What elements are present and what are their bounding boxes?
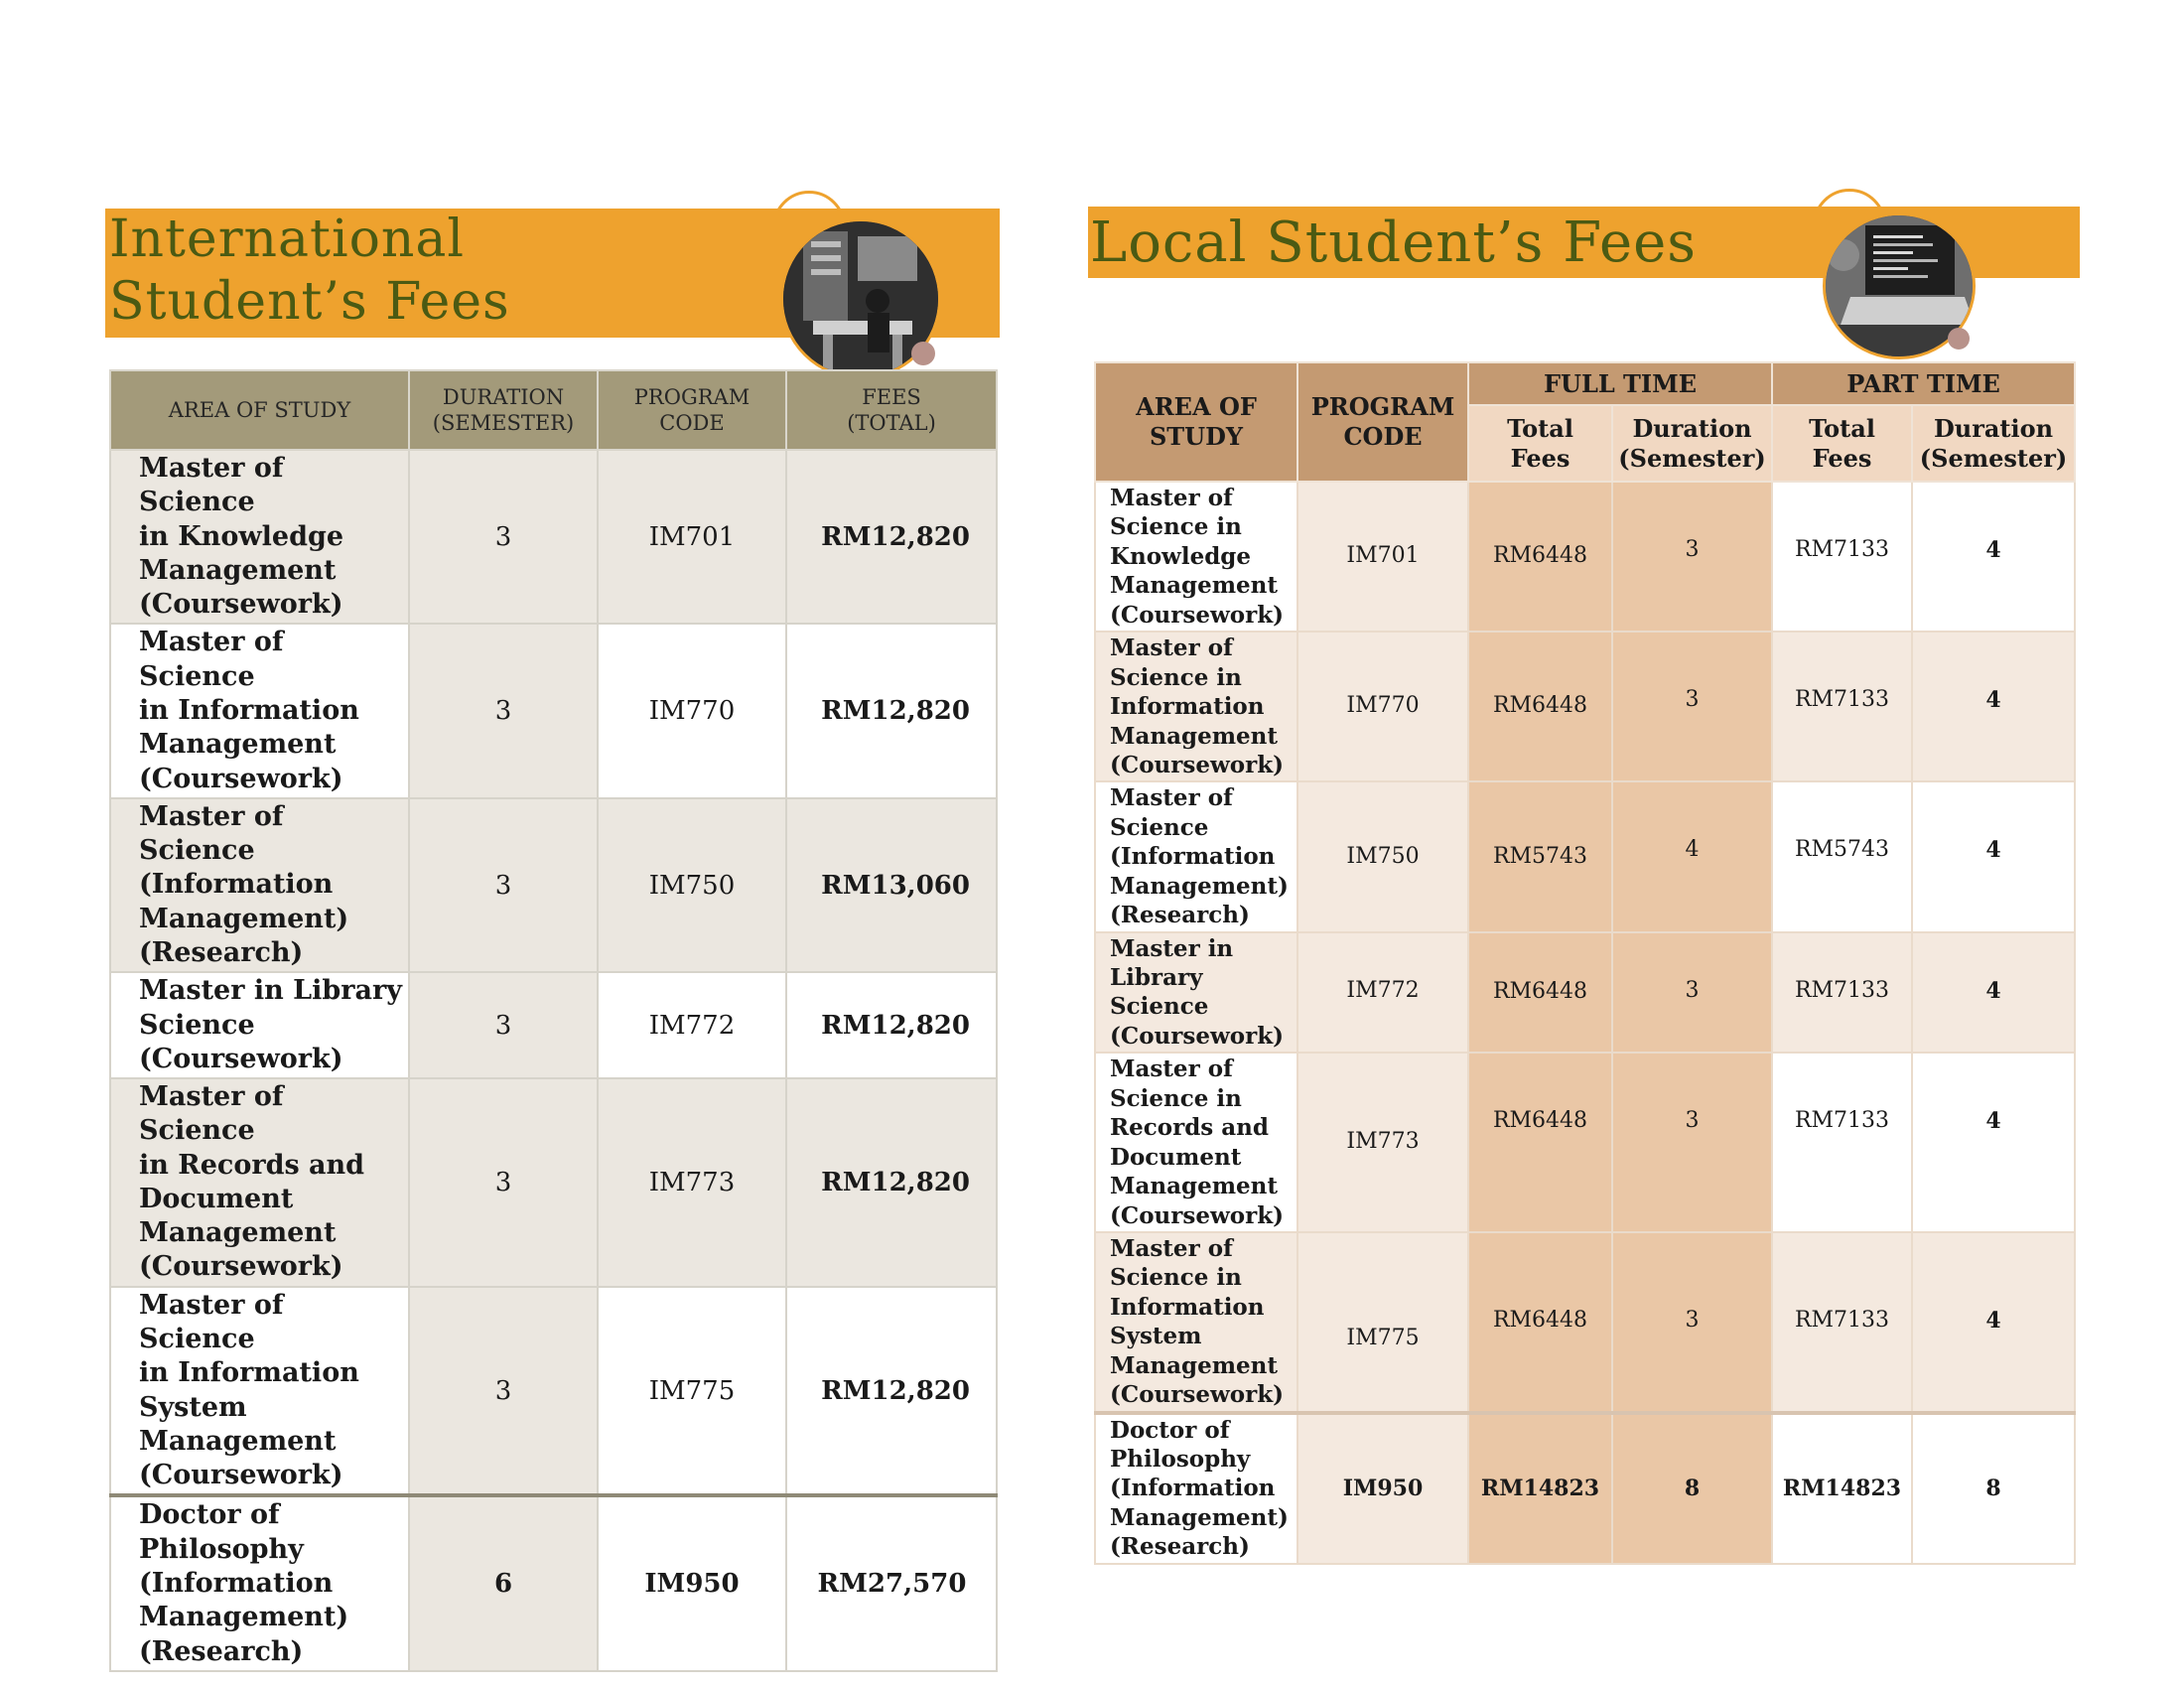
area-line: (Research) xyxy=(139,936,304,968)
duration-cell: 6 xyxy=(409,1495,598,1670)
area-of-study-cell xyxy=(1095,1053,1297,1232)
header-code-line2: CODE xyxy=(1343,422,1423,451)
header-line: Fees xyxy=(1510,443,1570,473)
area-of-study-cell xyxy=(110,798,409,972)
area-line: Management xyxy=(1110,1351,1279,1379)
area-of-study-cell xyxy=(1095,482,1297,632)
area-line: (Information xyxy=(1110,843,1276,871)
header-code-line1: PROGRAM xyxy=(633,384,751,409)
pt-fees-cell: RM7133 xyxy=(1772,1232,1912,1413)
program-code-cell: IM773 xyxy=(1297,1053,1468,1232)
ft-duration-cell: 3 xyxy=(1612,932,1772,1054)
header-line: Total xyxy=(1809,413,1875,443)
header-pt-total-fees xyxy=(1772,405,1912,482)
pt-fees-cell: RM7133 xyxy=(1772,482,1912,632)
area-line: (Research) xyxy=(1110,1533,1250,1561)
area-of-study-cell xyxy=(110,450,409,624)
ft-fees-cell: RM6448 xyxy=(1468,632,1612,781)
program-code-cell: IM701 xyxy=(598,450,786,624)
area-line: Information xyxy=(1110,1293,1265,1321)
area-line: (Coursework) xyxy=(1110,751,1285,778)
pt-duration-cell: 4 xyxy=(1912,632,2075,781)
area-of-study-cell xyxy=(110,624,409,797)
table-row xyxy=(110,624,997,797)
international-title-line1: International xyxy=(109,210,466,269)
area-line: Master of Science xyxy=(139,453,284,518)
header-code-line2: CODE xyxy=(659,411,725,435)
area-of-study-cell xyxy=(1095,932,1297,1054)
program-code-cell: IM750 xyxy=(598,798,786,972)
area-line: Management xyxy=(139,1425,337,1457)
program-code-cell: IM750 xyxy=(1297,781,1468,931)
area-line: in Knowledge xyxy=(139,520,344,552)
header-duration xyxy=(409,370,598,450)
program-code-cell: IM773 xyxy=(598,1078,786,1287)
header-line: Duration xyxy=(1933,413,2054,443)
area-line: (Information xyxy=(139,1568,334,1599)
ft-fees-cell: RM6448 xyxy=(1468,1232,1612,1413)
area-line: Management) xyxy=(139,1602,349,1633)
area-line: Management xyxy=(1110,572,1279,600)
area-line: (Information xyxy=(1110,1475,1276,1502)
area-line: Doctor of xyxy=(139,1499,280,1531)
pt-fees-cell: RM7133 xyxy=(1772,932,1912,1054)
area-line: Master of Science xyxy=(139,627,284,692)
header-line: (Semester) xyxy=(1919,443,2068,473)
header-fees xyxy=(786,370,997,450)
table-row xyxy=(110,450,997,624)
area-of-study-cell xyxy=(110,1287,409,1496)
duration-cell: 3 xyxy=(409,450,598,624)
header-fees-line2: (TOTAL) xyxy=(847,411,936,435)
header-duration-line1: DURATION xyxy=(442,384,565,409)
area-line: Master in Library xyxy=(139,975,402,1007)
duration-cell: 3 xyxy=(409,1078,598,1287)
table-row xyxy=(110,798,997,972)
ft-duration-cell: 4 xyxy=(1612,781,1772,931)
duration-cell: 3 xyxy=(409,972,598,1078)
table-header-row xyxy=(1095,362,2075,405)
pt-fees-cell: RM5743 xyxy=(1772,781,1912,931)
pt-duration-cell: 8 xyxy=(1912,1413,2075,1564)
area-line: (Coursework) xyxy=(1110,601,1285,629)
area-line: Philosophy xyxy=(1110,1446,1251,1473)
area-line: Management xyxy=(139,554,337,586)
header-ft-total-fees xyxy=(1468,405,1612,482)
area-line: (Coursework) xyxy=(139,1251,343,1283)
table-row xyxy=(1095,1413,2075,1564)
area-line: Management xyxy=(1110,722,1279,750)
area-line: Management xyxy=(139,729,337,761)
area-line: (Information xyxy=(139,869,334,901)
area-line: Master of xyxy=(1110,485,1233,511)
header-ft-duration xyxy=(1612,405,1772,482)
area-of-study-cell xyxy=(110,1078,409,1287)
area-line: (Research) xyxy=(1110,902,1250,929)
international-dot-decoration xyxy=(911,342,935,365)
header-program-code xyxy=(1297,362,1468,482)
pt-fees-cell: RM14823 xyxy=(1772,1413,1912,1564)
program-code-cell: IM701 xyxy=(1297,482,1468,632)
pt-duration-cell: 4 xyxy=(1912,932,2075,1054)
area-line: Management) xyxy=(1110,872,1289,900)
fees-cell: RM12,820 xyxy=(786,450,997,624)
ft-fees-cell: RM5743 xyxy=(1468,781,1612,931)
pt-duration-cell: 4 xyxy=(1912,1053,2075,1232)
program-code-cell: IM772 xyxy=(598,972,786,1078)
area-line: (Coursework) xyxy=(1110,1022,1285,1050)
area-line: Information xyxy=(1110,693,1265,721)
area-line: Records and xyxy=(1110,1114,1269,1142)
area-line: Management xyxy=(139,1217,337,1249)
duration-cell: 3 xyxy=(409,798,598,972)
area-line: Management) xyxy=(139,903,349,934)
ft-duration-cell: 3 xyxy=(1612,1232,1772,1413)
area-line: Master of Science xyxy=(139,1081,284,1147)
table-row xyxy=(1095,1053,2075,1232)
header-line: (Semester) xyxy=(1618,443,1766,473)
international-fees-table xyxy=(109,369,998,1672)
area-line: Science in xyxy=(1110,1084,1242,1112)
ft-fees-cell: RM6448 xyxy=(1468,932,1612,1054)
header-line: Duration xyxy=(1632,413,1752,443)
local-dot-decoration xyxy=(1948,328,1970,350)
table-row xyxy=(1095,482,2075,632)
header-line: Fees xyxy=(1812,443,1872,473)
area-line: Knowledge xyxy=(1110,542,1252,570)
area-line: Science in xyxy=(1110,1264,1242,1292)
area-line: Master of xyxy=(1110,1055,1233,1083)
area-line: Document xyxy=(1110,1143,1242,1171)
area-of-study-cell xyxy=(1095,1232,1297,1413)
header-duration-line2: (SEMESTER) xyxy=(432,411,575,435)
header-area-of-study xyxy=(1095,362,1297,482)
pt-fees-cell: RM7133 xyxy=(1772,1053,1912,1232)
area-line: Doctor of xyxy=(1110,1416,1230,1444)
area-line: Document xyxy=(139,1183,294,1214)
local-fees-table xyxy=(1094,361,2076,1565)
ft-fees-cell: RM6448 xyxy=(1468,1053,1612,1232)
program-code-cell: IM775 xyxy=(598,1287,786,1496)
area-line: in Records and xyxy=(139,1149,365,1181)
area-line: Library xyxy=(1110,964,1203,991)
table-row xyxy=(1095,781,2075,931)
area-line: Science in xyxy=(1110,513,1242,541)
area-line: (Coursework) xyxy=(139,1460,343,1491)
area-of-study-cell xyxy=(1095,632,1297,781)
program-code-cell: IM950 xyxy=(1297,1413,1468,1564)
area-line: (Coursework) xyxy=(139,763,343,794)
fees-cell: RM12,820 xyxy=(786,972,997,1078)
area-of-study-cell xyxy=(1095,1413,1297,1564)
pt-duration-cell: 4 xyxy=(1912,482,2075,632)
program-code-cell: IM770 xyxy=(1297,632,1468,781)
fees-cell: RM27,570 xyxy=(786,1495,997,1670)
area-line: Science xyxy=(139,1009,255,1041)
area-line: Science xyxy=(1110,993,1209,1021)
header-pt-duration xyxy=(1912,405,2075,482)
table-header-row xyxy=(110,370,997,450)
fees-cell: RM13,060 xyxy=(786,798,997,972)
duration-cell: 3 xyxy=(409,624,598,797)
local-title: Local Student’s Fees xyxy=(1090,211,1698,275)
ft-duration-cell: 8 xyxy=(1612,1413,1772,1564)
header-area-label: AREA OF STUDY xyxy=(168,397,351,422)
area-of-study-cell xyxy=(110,1495,409,1670)
pt-duration-cell: 4 xyxy=(1912,781,2075,931)
area-line: (Coursework) xyxy=(139,589,343,621)
header-line: Total xyxy=(1507,413,1573,443)
program-code-cell: IM775 xyxy=(1297,1232,1468,1413)
area-line: Philosophy xyxy=(139,1533,304,1565)
ft-duration-cell: 3 xyxy=(1612,482,1772,632)
area-line: (Coursework) xyxy=(1110,1201,1285,1229)
international-title xyxy=(109,209,510,335)
program-code-cell: IM770 xyxy=(598,624,786,797)
pt-duration-cell: 4 xyxy=(1912,1232,2075,1413)
ft-fees-cell: RM14823 xyxy=(1468,1413,1612,1564)
program-code-cell: IM772 xyxy=(1297,932,1468,1054)
area-line: (Coursework) xyxy=(1110,1381,1285,1409)
ft-duration-cell: 3 xyxy=(1612,632,1772,781)
area-line: Science xyxy=(1110,813,1209,841)
area-line: Master in xyxy=(1110,934,1234,962)
area-line: Master of xyxy=(1110,784,1233,812)
fees-cell: RM12,820 xyxy=(786,1287,997,1496)
area-of-study-cell xyxy=(1095,781,1297,931)
header-area-of-study xyxy=(110,370,409,450)
header-code-line1: PROGRAM xyxy=(1310,392,1455,421)
header-fees-line1: FEES xyxy=(862,384,921,409)
fees-cell: RM12,820 xyxy=(786,624,997,797)
duration-cell: 3 xyxy=(409,1287,598,1496)
area-line: Master of Science xyxy=(139,1289,284,1355)
table-row xyxy=(110,1078,997,1287)
table-row xyxy=(1095,632,2075,781)
area-line: (Coursework) xyxy=(139,1043,343,1074)
header-area-line1: AREA OF xyxy=(1136,392,1257,421)
table-row xyxy=(110,1495,997,1670)
area-line: Master of xyxy=(1110,1234,1233,1262)
area-line: System xyxy=(1110,1323,1202,1350)
area-of-study-cell xyxy=(110,972,409,1078)
area-line: (Research) xyxy=(139,1635,304,1667)
table-row xyxy=(110,972,997,1078)
area-line: in Information xyxy=(139,1357,359,1389)
area-line: Science in xyxy=(1110,663,1242,691)
header-full-time: FULL TIME xyxy=(1468,362,1772,405)
ft-fees-cell: RM6448 xyxy=(1468,482,1612,632)
header-part-time: PART TIME xyxy=(1772,362,2075,405)
area-line: Management) xyxy=(1110,1503,1289,1531)
program-code-cell: IM950 xyxy=(598,1495,786,1670)
header-program-code xyxy=(598,370,786,450)
header-area-line2: STUDY xyxy=(1149,422,1244,451)
area-line: Master of Science xyxy=(139,800,284,867)
pt-fees-cell: RM7133 xyxy=(1772,632,1912,781)
table-row xyxy=(110,1287,997,1496)
area-line: System xyxy=(139,1391,247,1423)
table-row xyxy=(1095,1232,2075,1413)
table-row xyxy=(1095,932,2075,1054)
area-line: Management xyxy=(1110,1173,1279,1200)
area-line: in Information xyxy=(139,694,359,726)
area-line: Master of xyxy=(1110,634,1233,662)
fees-cell: RM12,820 xyxy=(786,1078,997,1287)
international-title-line2: Student’s Fees xyxy=(109,272,510,333)
ft-duration-cell: 3 xyxy=(1612,1053,1772,1232)
